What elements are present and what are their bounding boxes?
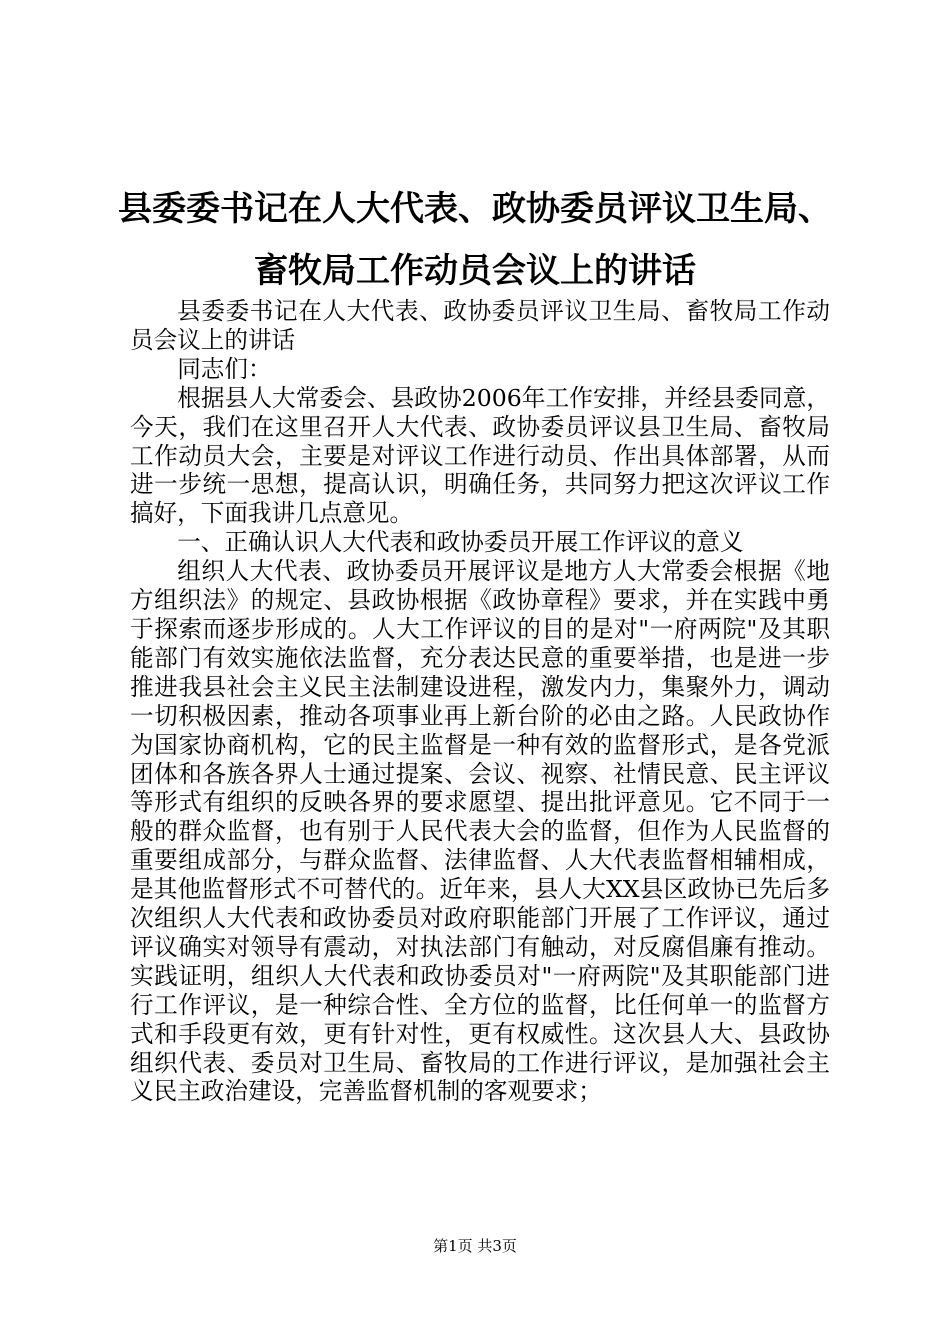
repeated-title-paragraph: 县委委书记在人大代表、政协委员评议卫生局、畜牧局工作动员会议上的讲话 <box>130 297 830 354</box>
section-heading-1: 一、正确认识人大代表和政协委员开展工作评议的意义 <box>177 528 744 557</box>
section-1-paragraph: 组织人大代表、政协委员开展评议是地方人大常委会根据《地方组织法》的规定、县政协根据《政协章程》要求，并在实践中勇于探索而逐步形成的。人大工作评议的目的是对"一府两院"及其职能部门有效实施依法监督，充分表达民意的重要举措，也是进一步推进我县社会主义民主法制建设进程，激发内力，集聚外力，调动一切积极因素，推动各项事业再上新台阶的必由之路。人民政协作为国家协商机构，它的民主监督是一种有效的监督形式，是各党派团体和各族各界人士通过提案、会议、视察、社情民意、民主评议等形式有组织的反映各界的要求愿望、提出批评意见。它不同于一般的群众监督，也有别于人民代表大会的监督，但作为人民监督的重要组成部分，与群众监督、法律监督、人大代表监督相辅相成，是其他监督形式不可替代的。近年来，县人大XX县区政协已先后多次组织人大代表和政协委员对政府职能部门开展了工作评议，通过评议确实对领导有震动，对执法部门有触动，对反腐倡廉有推动。实践证明，组织人大代表和政协委员对"一府两院"及其职能部门进行工作评议，是一种综合性、全方位的监督，比任何单一的监督方式和手段更有效，更有针对性，更有权威性。这次县人大、县政协组织代表、委员对卫生局、畜牧局的工作进行评议，是加强社会主义民主政治建设，完善监督机制的客观要求； <box>130 557 830 1106</box>
page-footer: 第1页 共3页 <box>433 1237 517 1255</box>
salutation: 同志们： <box>177 354 272 383</box>
title-line-1: 县委委书记在人大代表、政协委员评议卫生局、 <box>118 189 832 229</box>
document-body <box>130 297 830 1106</box>
title-line-2: 畜牧局工作动员会议上的讲话 <box>254 251 696 291</box>
document-title <box>100 178 850 302</box>
intro-paragraph: 根据县人大常委会、县政协2006年工作安排，并经县委同意，今天，我们在这里召开人大代表、政协委员评议县卫生局、畜牧局工作动员大会，主要是对评议工作进行动员、作出具体部署，从而进一步统一思想，提高认识，明确任务，共同努力把这次评议工作搞好，下面我讲几点意见。 <box>130 383 830 528</box>
